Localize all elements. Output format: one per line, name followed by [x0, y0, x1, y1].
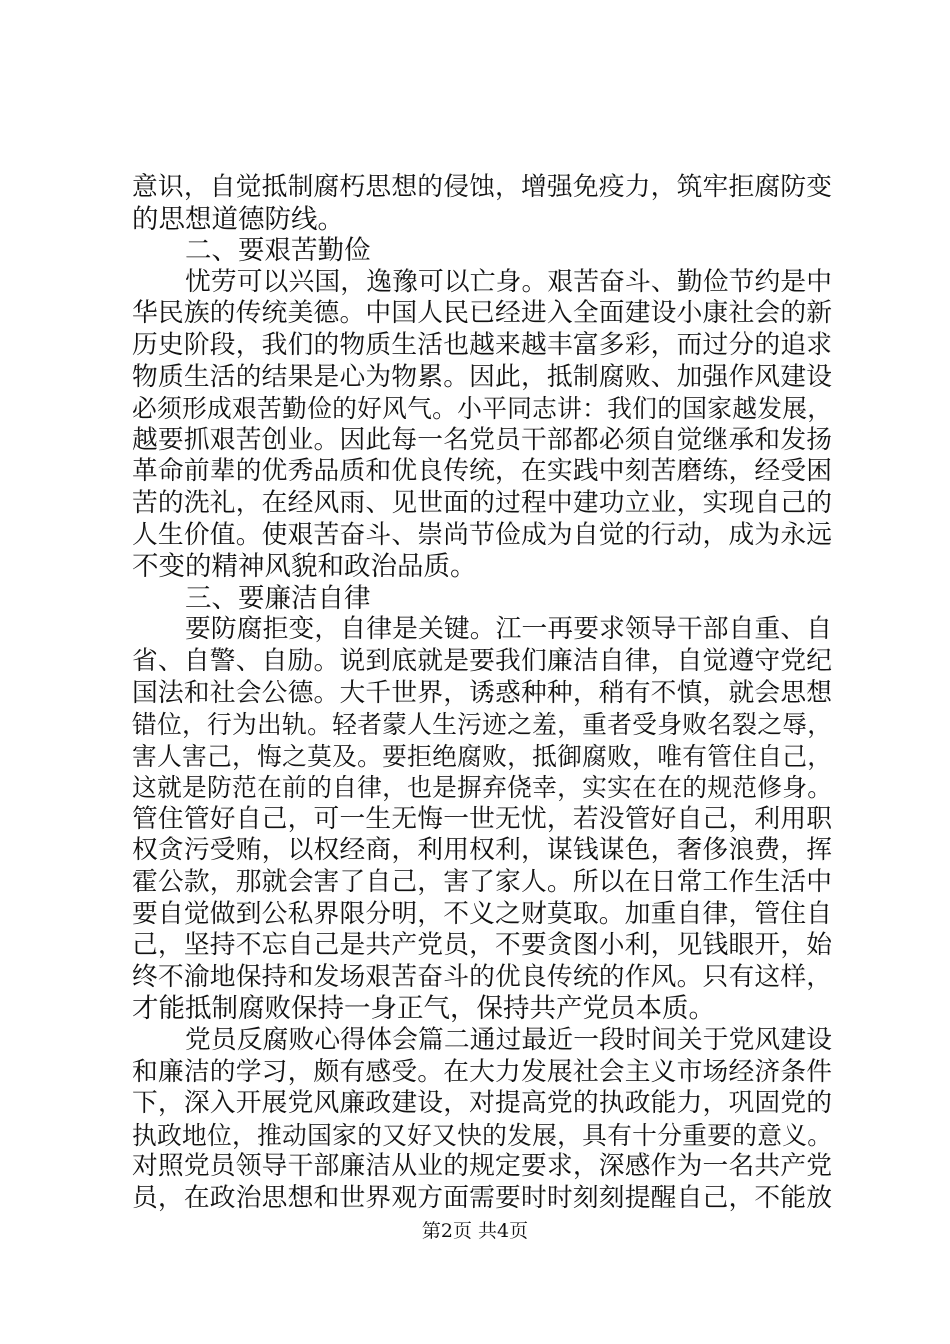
text-line: 这就是防范在前的自律，也是摒弃侥幸，实实在在的规范修身。	[132, 773, 832, 803]
text-line: 错位，行为出轨。轻者蒙人生污迹之羞，重者受身败名裂之辱，	[132, 710, 832, 740]
text-line: 革命前辈的优秀品质和优良传统，在实践中刻苦磨练，经受困	[132, 456, 832, 487]
text-line: 己，坚持不忘自己是共产党员，不要贪图小利，见钱眼开，始	[132, 930, 832, 961]
text-line: 越要抓艰苦创业。因此每一名党员干部都必须自觉继承和发扬	[132, 424, 832, 455]
text-line: 物质生活的结果是心为物累。因此，抵制腐败、加强作风建设	[132, 361, 832, 392]
text-line: 人生价值。使艰苦奋斗、崇尚节俭成为自觉的行动，成为永远	[132, 519, 832, 550]
text-line: 霍公款，那就会害了自己，害了家人。所以在日常工作生活中	[132, 867, 832, 898]
text-line: 员，在政治思想和世界观方面需要时时刻刻提醒自己，不能放	[132, 1183, 832, 1213]
text-line: 下，深入开展党风廉政建设，对提高党的执政能力，巩固党的	[132, 1088, 832, 1119]
section-heading: 二、要艰苦勤俭	[185, 235, 371, 267]
page-footer: 第2页 共4页	[421, 1220, 529, 1242]
text-line: 不变的精神风貌和政治品质。	[132, 551, 477, 583]
text-line: 和廉洁的学习，颇有感受。在大力发展社会主义市场经济条件	[132, 1056, 832, 1087]
text-line: 要防腐拒变，自律是关键。江一再要求领导干部自重、自	[185, 614, 832, 645]
text-line: 省、自警、自励。说到底就是要我们廉洁自律，自觉遵守党纪	[132, 645, 832, 676]
text-line: 意识，自觉抵制腐朽思想的侵蚀，增强免疫力，筑牢拒腐防变	[132, 172, 832, 202]
text-line: 国法和社会公德。大千世界，诱惑种种，稍有不慎，就会思想	[132, 677, 832, 708]
text-line: 管住管好自己，可一生无悔一世无忧，若没管好自己，利用职	[132, 803, 832, 834]
text-line: 对照党员领导干部廉洁从业的规定要求，深感作为一名共产党	[132, 1151, 832, 1182]
section-heading: 三、要廉洁自律	[185, 582, 371, 614]
document-body	[132, 172, 832, 1215]
text-line: 历史阶段，我们的物质生活也越来越丰富多彩，而过分的追求	[132, 329, 832, 360]
text-line: 执政地位，推动国家的又好又快的发展，具有十分重要的意义。	[132, 1120, 832, 1150]
text-line: 的思想道德防线。	[132, 203, 344, 235]
text-line: 必须形成艰苦勤俭的好风气。小平同志讲：我们的国家越发展，	[132, 394, 832, 424]
text-line: 权贪污受贿，以权经商，利用权利，谋钱谋色，奢侈浪费，挥	[132, 835, 832, 866]
text-line: 害人害己，悔之莫及。要拒绝腐败，抵御腐败，唯有管住自己，	[132, 741, 832, 771]
text-line: 忧劳可以兴国，逸豫可以亡身。艰苦奋斗、勤俭节约是中	[185, 266, 832, 297]
text-line: 党员反腐败心得体会篇二通过最近一段时间关于党风建设	[185, 1025, 832, 1056]
text-line: 华民族的传统美德。中国人民已经进入全面建设小康社会的新	[132, 298, 832, 329]
text-line: 要自觉做到公私界限分明，不义之财莫取。加重自律，管住自	[132, 898, 832, 929]
text-line: 苦的洗礼，在经风雨、见世面的过程中建功立业，实现自己的	[132, 487, 832, 518]
text-line: 终不渝地保持和发场艰苦奋斗的优良传统的作风。只有这样，	[132, 961, 832, 992]
text-line: 才能抵制腐败保持一身正气，保持共产党员本质。	[132, 993, 715, 1025]
